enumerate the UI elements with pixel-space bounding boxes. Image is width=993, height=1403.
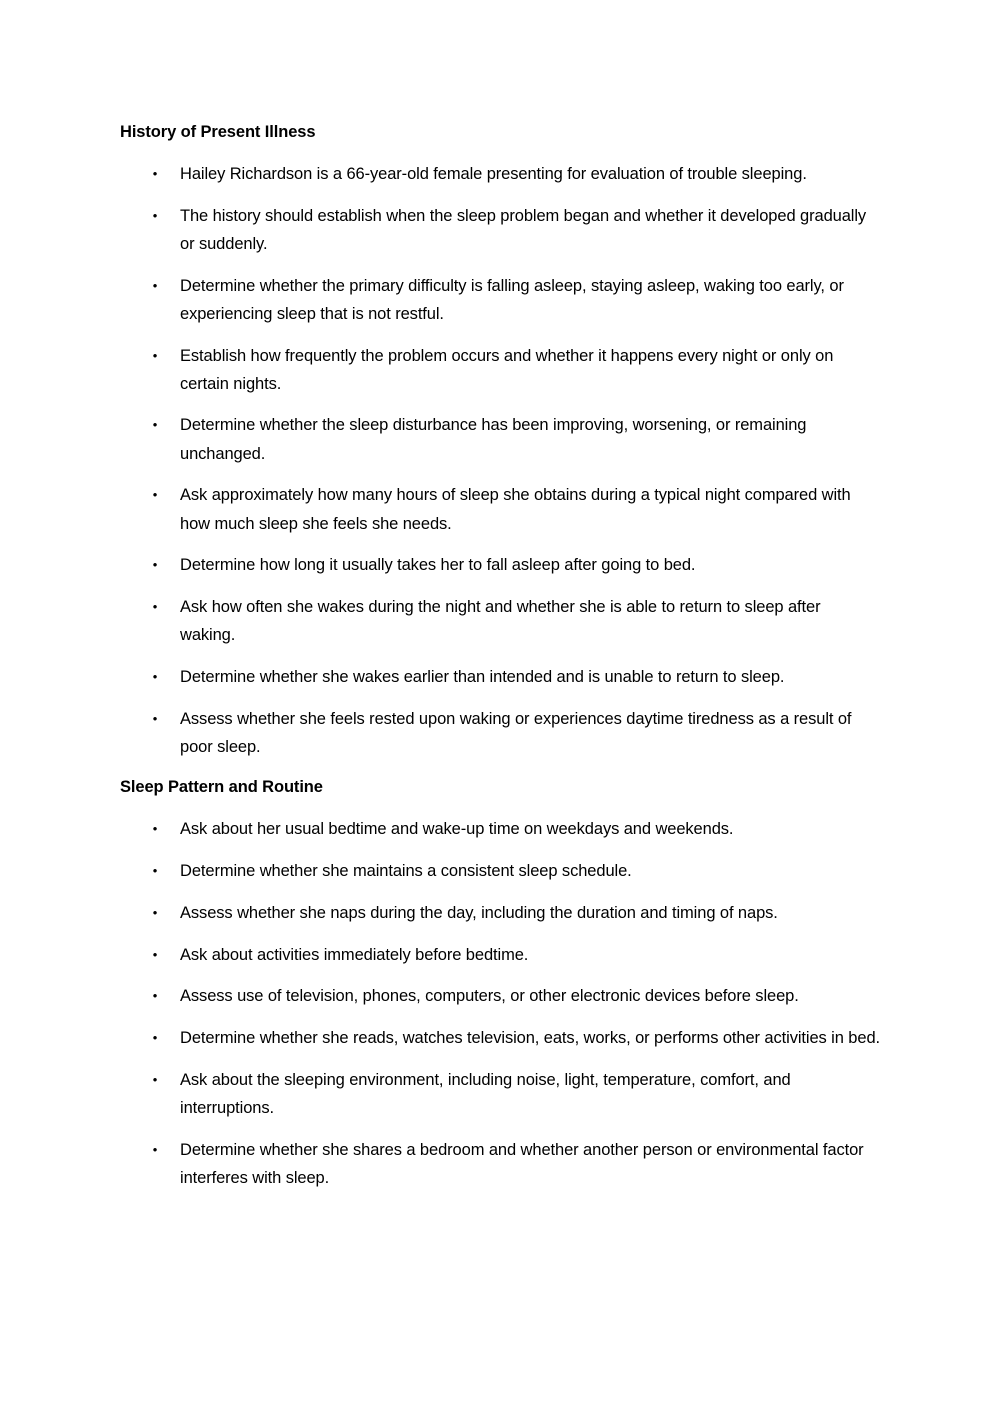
list-item-text: Hailey Richardson is a 66-year-old female presenting for evaluation of trouble sleeping.: [180, 165, 807, 183]
bullet-icon: •: [152, 487, 158, 503]
bullet-icon: •: [152, 821, 158, 837]
bullet-icon: •: [152, 277, 158, 293]
list-item: [120, 1136, 880, 1192]
list-item: [120, 705, 880, 761]
bullet-list: [120, 160, 880, 761]
bullet-icon: •: [152, 863, 158, 879]
list-item: [120, 982, 880, 1010]
list-item: [120, 1066, 880, 1122]
list-item: [120, 481, 880, 537]
bullet-icon: •: [152, 166, 158, 181]
bullet-icon: •: [152, 904, 158, 920]
bullet-icon: •: [152, 668, 158, 684]
bullet-icon: •: [152, 347, 158, 363]
bullet-icon: •: [152, 988, 158, 1004]
section-sleep-pattern-and-routine: [120, 774, 880, 1192]
list-item-text: The history should establish when the sleep problem began and whether it developed gradually or suddenly.: [180, 206, 867, 253]
list-item-text: Determine whether the primary difficulty is falling asleep, staying asleep, waking too early, or experiencing sleep that is not restful.: [180, 276, 844, 323]
list-item: [120, 815, 880, 843]
list-item-text: Ask approximately how many hours of sleep she obtains during a typical night compared with how much sleep she feels she needs.: [180, 486, 851, 533]
list-item-text: Establish how frequently the problem occurs and whether it happens every night or only on certain nights.: [180, 346, 834, 393]
section-heading: Sleep Pattern and Routine: [120, 778, 323, 797]
list-item-text: Assess use of television, phones, computers, or other electronic devices before sleep.: [180, 987, 799, 1006]
list-item-text: Ask how often she wakes during the night and whether she is able to return to sleep after waking.: [180, 597, 821, 645]
list-item: [120, 272, 880, 328]
bullet-icon: •: [152, 598, 158, 614]
list-item: [120, 160, 880, 188]
list-item-text: Determine whether she shares a bedroom and whether another person or environmental factor interferes with sleep.: [180, 1140, 864, 1187]
list-item: [120, 857, 880, 885]
list-item-text: Determine how long it usually takes her to fall asleep after going to bed.: [180, 556, 696, 575]
bullet-icon: •: [152, 1141, 158, 1157]
list-item-text: Assess whether she naps during the day, including the duration and timing of naps.: [180, 903, 778, 922]
bullet-icon: •: [152, 1071, 158, 1087]
list-item-text: Ask about her usual bedtime and wake-up time on weekdays and weekends.: [180, 820, 734, 839]
section-heading: History of Present Illness: [120, 123, 316, 141]
list-item: [120, 663, 880, 691]
list-item-text: Determine whether she reads, watches television, eats, works, or performs other activities in bed.: [180, 1028, 881, 1047]
list-item-text: Ask about the sleeping environment, including noise, light, temperature, comfort, and interruptions.: [180, 1070, 791, 1117]
list-item: [120, 1024, 880, 1052]
bullet-icon: •: [152, 557, 158, 573]
list-item: [120, 202, 880, 258]
bullet-list: [120, 815, 880, 1192]
list-item: [120, 941, 880, 969]
bullet-icon: •: [152, 946, 158, 962]
list-item-text: Determine whether she wakes earlier than intended and is unable to return to sleep.: [180, 667, 785, 686]
list-item: [120, 593, 880, 649]
list-item-text: Determine whether she maintains a consistent sleep schedule.: [180, 862, 632, 881]
list-item: [120, 899, 880, 927]
bullet-icon: •: [152, 710, 158, 726]
bullet-icon: •: [152, 207, 158, 223]
section-history-of-present-illness: [120, 119, 880, 761]
list-item: [120, 411, 880, 467]
bullet-icon: •: [152, 417, 158, 433]
document-page: [120, 119, 880, 1205]
bullet-icon: •: [152, 1029, 158, 1045]
list-item-text: Assess whether she feels rested upon waking or experiences daytime tiredness as a result of poor sleep.: [180, 709, 852, 756]
list-item-text: Determine whether the sleep disturbance has been improving, worsening, or remaining unchanged.: [180, 416, 807, 463]
list-item-text: Ask about activities immediately before bedtime.: [180, 945, 529, 964]
list-item: [120, 551, 880, 579]
list-item: [120, 342, 880, 398]
